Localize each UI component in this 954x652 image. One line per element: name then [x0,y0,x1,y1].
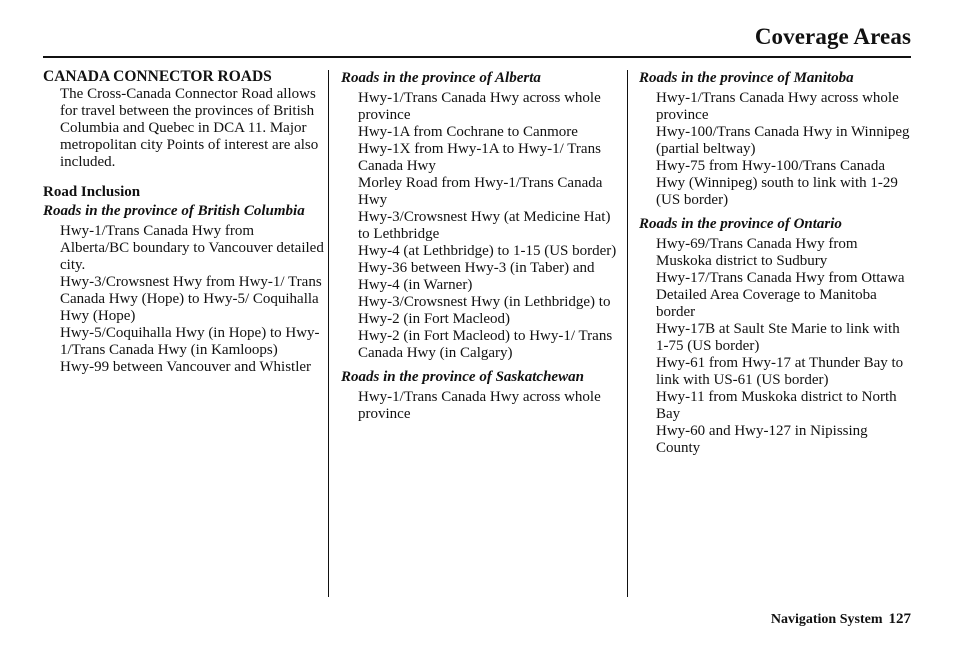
road-item: Hwy-4 (at Lethbridge) to 1-15 (US border) [358,243,617,259]
column-british-columbia [43,68,325,376]
road-item: Hwy-1/Trans Canada Hwy across whole province [358,389,601,422]
road-item: Hwy-60 and Hwy-127 in Nipissing County [656,423,868,456]
province-heading-ontario: Roads in the province of Ontario [639,216,842,232]
road-item: Hwy-2 (in Fort Macleod) to Hwy-1/ Trans Canada Hwy (in Calgary) [358,328,613,361]
province-heading-british-columbia: Roads in the province of British Columbia [43,203,305,219]
province-heading-saskatchewan: Roads in the province of Saskatchewan [341,369,584,385]
page-footer [771,611,911,628]
road-list-alberta [341,90,621,362]
road-list-ontario [639,236,911,457]
page-number: 127 [888,611,911,627]
road-inclusion-heading: Road Inclusion [43,184,141,200]
road-item: Hwy-3/Crowsnest Hwy (in Lethbridge) to Hwy-2 (in Fort Macleod) [358,294,611,327]
page-title: Coverage Areas [754,24,911,49]
road-item: Hwy-69/Trans Canada Hwy from Muskoka district to Sudbury [656,236,858,269]
road-item: Hwy-36 between Hwy-3 (in Taber) and Hwy-4 (in Warner) [358,260,595,293]
section-heading: CANADA CONNECTOR ROADS [43,68,272,85]
header-rule [43,56,911,58]
road-item: Hwy-61 from Hwy-17 at Thunder Bay to link with US-61 (US border) [656,355,904,388]
road-item: Hwy-1A from Cochrane to Canmore [358,124,578,140]
road-list-manitoba [639,90,911,209]
road-item: Hwy-1X from Hwy-1A to Hwy-1/ Trans Canada Hwy [358,141,601,174]
road-item: Hwy-5/Coquihalla Hwy (in Hope) to Hwy-1/Trans Canada Hwy (in Kamloops) [60,325,320,358]
column-manitoba-ontario [639,68,911,457]
road-item: Hwy-17B at Sault Ste Marie to link with 1-75 (US border) [656,321,900,354]
road-item: Hwy-1/Trans Canada Hwy across whole province [358,90,601,123]
road-item: Hwy-100/Trans Canada Hwy in Winnipeg (partial beltway) [656,124,910,157]
road-item: Hwy-99 between Vancouver and Whistler [60,359,312,375]
road-item: Hwy-11 from Muskoka district to North Bay [656,389,897,422]
road-list-british-columbia [43,223,325,376]
column-divider [328,70,329,597]
road-item: Hwy-17/Trans Canada Hwy from Ottawa Detailed Area Coverage to Manitoba border [656,270,905,320]
intro-paragraph: The Cross-Canada Connector Road allows for travel between the provinces of British Columbia and Quebec in DCA 11. Major metropolitan city Points of interest are also included. [60,86,319,170]
column-divider [627,70,628,597]
road-item: Hwy-3/Crowsnest Hwy (at Medicine Hat) to Lethbridge [358,209,611,242]
column-alberta-saskatchewan [341,68,621,423]
footer-label: Navigation System [770,612,883,627]
road-list-saskatchewan [341,389,621,423]
road-item: Hwy-3/Crowsnest Hwy from Hwy-1/ Trans Canada Hwy (Hope) to Hwy-5/ Coquihalla Hwy (Hope) [60,274,322,324]
road-item: Hwy-75 from Hwy-100/Trans Canada Hwy (Winnipeg) south to link with 1-29 (US border) [656,158,898,208]
road-item: Hwy-1/Trans Canada Hwy from Alberta/BC boundary to Vancouver detailed city. [60,223,324,273]
road-item: Morley Road from Hwy-1/Trans Canada Hwy [358,175,603,208]
road-item: Hwy-1/Trans Canada Hwy across whole province [656,90,899,123]
province-heading-alberta: Roads in the province of Alberta [341,70,541,86]
province-heading-manitoba: Roads in the province of Manitoba [639,70,854,86]
